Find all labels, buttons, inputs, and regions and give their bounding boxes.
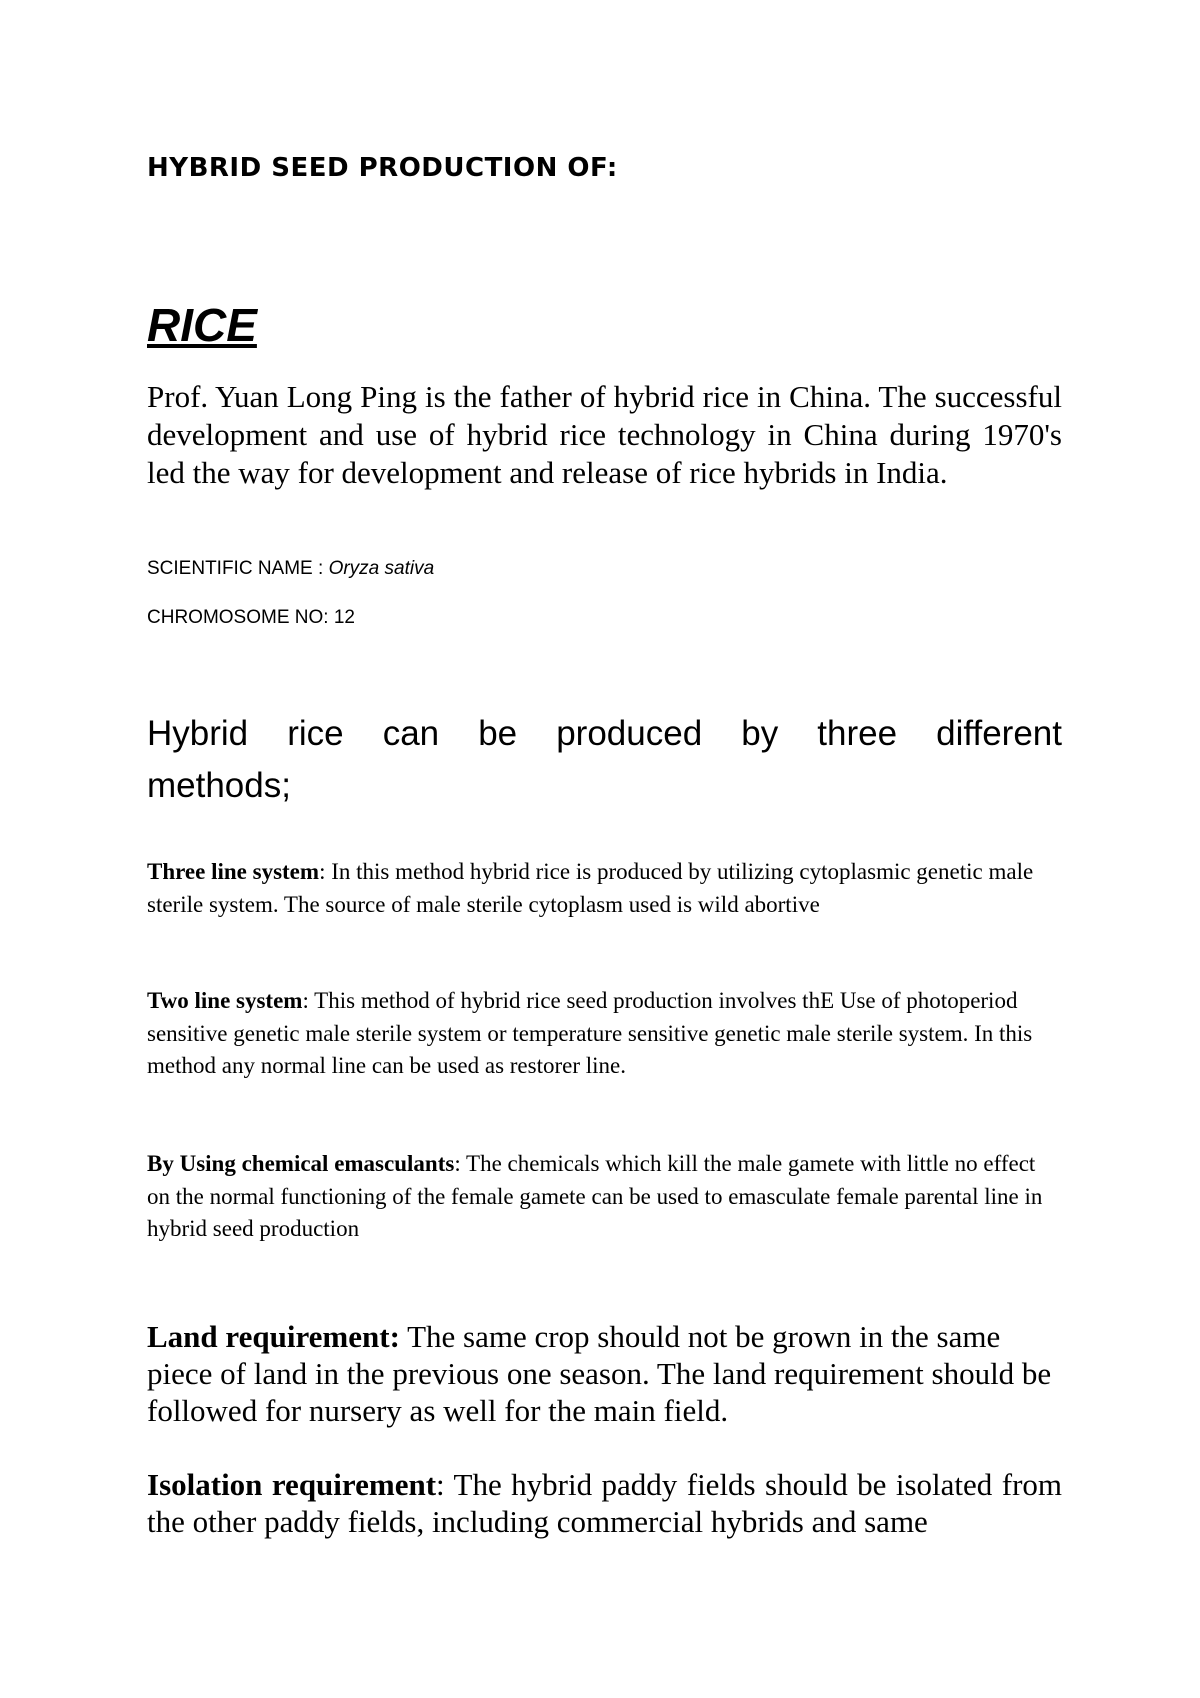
chromosome-value: 12 [333,607,355,628]
isolation-requirement [147,1466,1062,1540]
method-term: Two line system [147,988,303,1013]
method-chemical-emasculants [147,1148,1062,1246]
scientific-name-label: SCIENTIFIC NAME : [147,558,329,579]
scientific-name-line [147,558,1062,580]
requirement-term: Isolation requirement [147,1467,437,1502]
land-requirement [147,1318,1062,1429]
chromosome-label: CHROMOSOME NO: [147,607,334,628]
methods-intro [147,708,1062,812]
requirement-text: : The hybrid paddy fields should be isolated from the other paddy fields, including commercial hybrids and same [147,1467,1063,1539]
method-two-line [147,985,1062,1083]
requirement-text: The same crop should not be grown in the same piece of land in the previous one season. The land requirement should be followed for nursery as well for the main field. [147,1319,1052,1428]
method-term: Three line system [147,859,320,884]
method-text: : In this method hybrid rice is produced by utilizing cytoplasmic genetic male sterile system. The source of male sterile cytoplasm used is wild abortive [147,859,1034,917]
requirement-term: Land requirement: [147,1319,400,1354]
chromosome-line [147,607,1062,629]
crop-heading: RICE [147,299,257,351]
intro-paragraph: Prof. Yuan Long Ping is the father of hybrid rice in China. The successful development and use of hybrid rice technology in China during 1970's led the way for development and release of rice hybrids in India. [147,379,1062,490]
method-text: : This method of hybrid rice seed production involves thE Use of photoperiod sensitive genetic male sterile system or temperature sensitive genetic male sterile system. In this method any normal line can be used as restorer line. [147,988,1033,1078]
methods-intro-line1: Hybrid rice can be produced by three different [147,714,1062,753]
method-term: By Using chemical emasculants [147,1151,455,1176]
method-three-line [147,856,1062,921]
document-title: HYBRID SEED PRODUCTION OF: [147,153,618,183]
method-text: : The chemicals which kill the male gamete with little no effect on the normal functioning of the female gamete can be used to emasculate female parental line in hybrid seed production [147,1151,1043,1241]
methods-intro-line2: methods; [147,766,291,805]
scientific-name-value: Oryza sativa [328,558,435,579]
